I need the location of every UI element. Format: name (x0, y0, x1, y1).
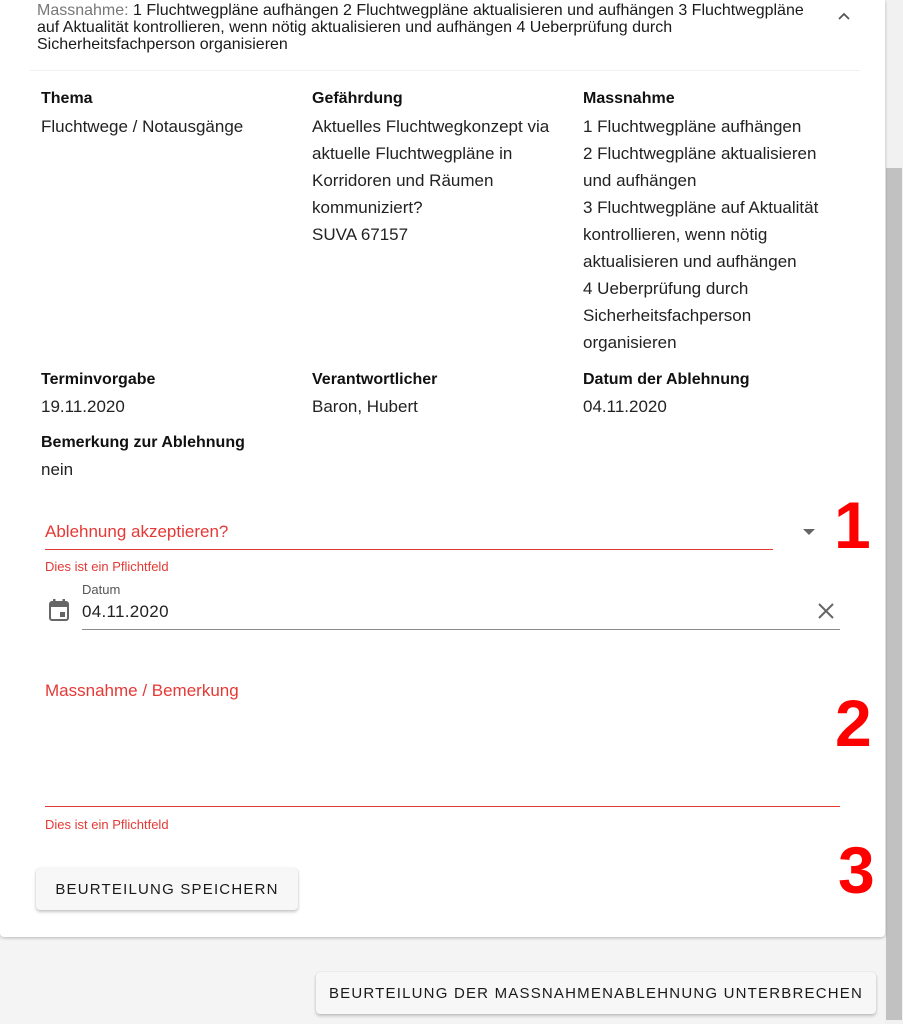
summary-text: 1 Fluchtwegpläne aufhängen 2 Fluchtwegpläne aktualisieren und aufhängen 3 Fluchtwegpläne auf Aktualität kontrollieren, wenn nötig aktualisieren und aufhängen 4 Ueberprüfung durch Sicherheitsfachperson organisieren (37, 2, 804, 53)
dropdown-arrow-icon[interactable] (803, 529, 815, 535)
terminvorgabe-label: Terminvorgabe (41, 371, 156, 388)
ablehnung-required-hint: Dies ist ein Pflichtfeld (45, 559, 169, 574)
datum-label: Datum (82, 582, 121, 597)
massnahme-bemerkung-required-hint: Dies ist ein Pflichtfeld (45, 817, 169, 832)
ablehnung-select[interactable]: Ablehnung akzeptieren? (45, 522, 229, 541)
verantwortlicher-label: Verantwortlicher (312, 371, 438, 388)
calendar-icon[interactable] (48, 598, 70, 622)
gefaehrdung-value: Aktuelles Fluchtwegkonzept via aktuelle Fluchtwegpläne in Korridoren und Räumen kommuniziert? SUVA 67157 (312, 117, 550, 244)
chevron-up-icon[interactable] (835, 8, 853, 26)
panel-header-summary[interactable] (37, 2, 817, 53)
massnahme-label: Massnahme (583, 90, 675, 107)
close-icon[interactable] (816, 601, 836, 621)
massnahme-bemerkung-textarea[interactable]: Massnahme / Bemerkung (45, 681, 239, 700)
thema-label: Thema (41, 90, 93, 107)
datum-underline (82, 629, 840, 630)
bemerkung-label: Bemerkung zur Ablehnung (41, 434, 245, 451)
scrollbar-thumb[interactable] (886, 168, 902, 1020)
ablehnung-select-underline (45, 549, 773, 550)
datum-ablehnung-value: 04.11.2020 (583, 397, 667, 416)
massnahme-bemerkung-underline (45, 806, 840, 807)
annotation-marker-3: 3 (838, 833, 875, 907)
header-divider (30, 70, 860, 71)
interrupt-assessment-button[interactable]: BEURTEILUNG DER MASSNAHMENABLEHNUNG UNTERBRECHEN (316, 972, 876, 1014)
massnahme-value: 1 Fluchtwegpläne aufhängen 2 Fluchtwegpläne aktualisieren und aufhängen 3 Fluchtwegpläne auf Aktualität kontrollieren, wenn nötig aktualisieren und aufhängen 4 Ueberprüfung durch Sicherheitsfachperson organisieren (583, 117, 819, 352)
summary-label: Massnahme: (37, 2, 129, 19)
thema-value: Fluchtwege / Notausgänge (41, 117, 244, 136)
datum-input[interactable]: 04.11.2020 (82, 602, 169, 621)
datum-ablehnung-label: Datum der Ablehnung (583, 371, 750, 388)
save-button[interactable]: BEURTEILUNG SPEICHERN (36, 868, 298, 910)
gefaehrdung-label: Gefährdung (312, 90, 403, 107)
annotation-marker-2: 2 (835, 686, 872, 760)
terminvorgabe-value: 19.11.2020 (41, 397, 125, 416)
verantwortlicher-value: Baron, Hubert (312, 397, 418, 416)
bemerkung-value: nein (41, 460, 74, 479)
annotation-marker-1: 1 (834, 488, 871, 562)
